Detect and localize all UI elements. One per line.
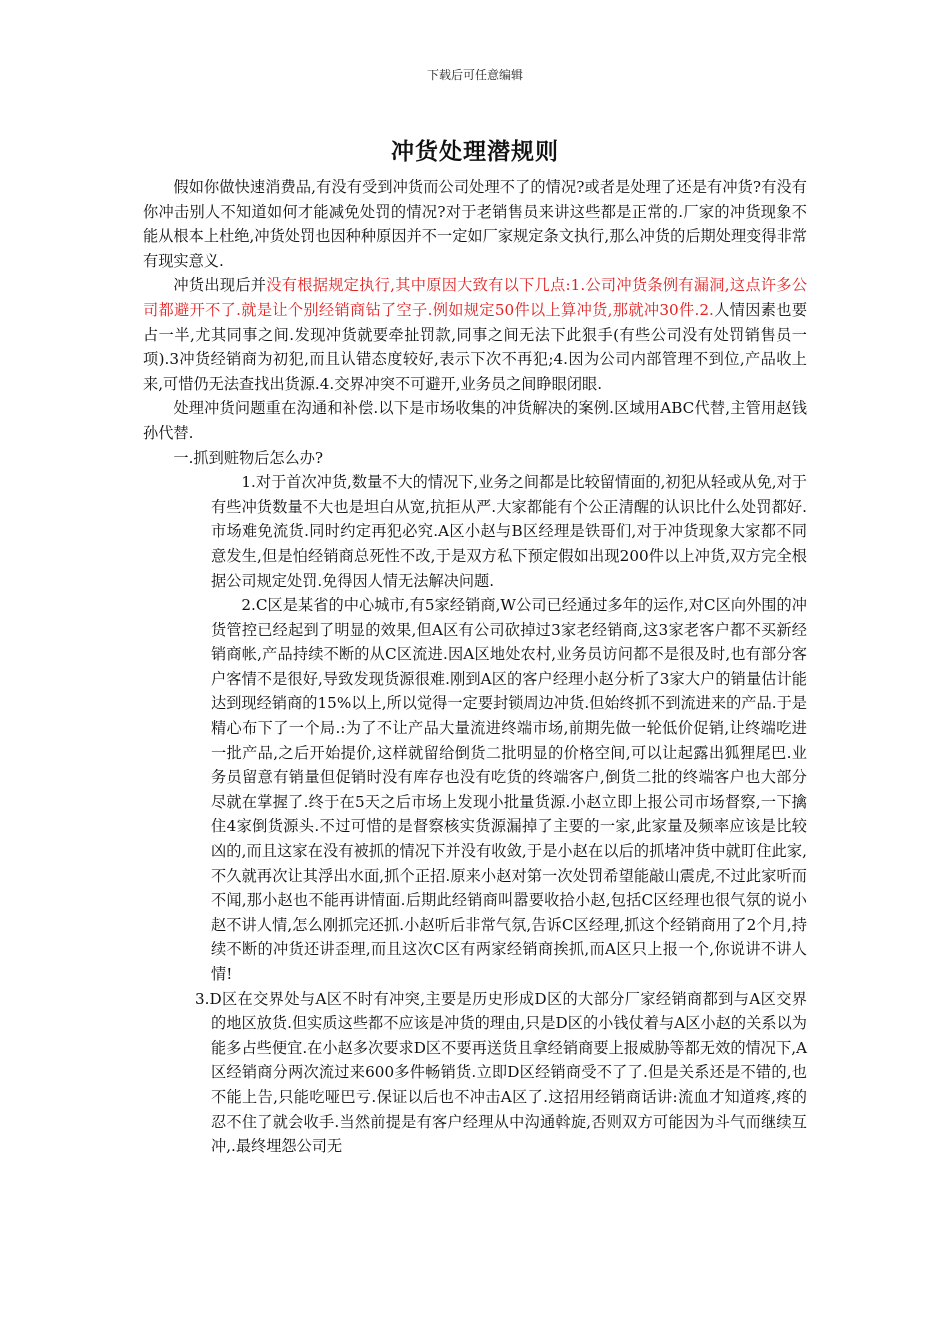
reasons-rest: 人情因素也要占一半,尤其同事之间.发现冲货就要牵扯罚款,同事之间无法下此狠手(有些公司没有处罚销售员一项).3冲货经销商为初犯,而且认错态度较好,表示下次不再犯;4.因为公司内部管理不到位,产品收上来,可惜仍无法查找出货源.4.交界冲突不可避开,业务员之间睁眼闭眼.: [143, 300, 808, 393]
section-heading-1: 一.抓到赃物后怎么办?: [173, 448, 324, 467]
paragraph-reasons: [143, 273, 807, 396]
reasons-highlight: 没有根据规定执行,其中原因大致有以下几点:1.公司冲货条例有漏洞,这点许多公司都避开不了.就是让个别经销商钻了空子.例如规定50件以上算冲货,那就冲30件.2.: [143, 276, 808, 319]
page-header: 下载后可任意编辑: [426, 68, 523, 82]
document-body: [143, 175, 807, 1159]
case-1: 1.对于首次冲货,数量不大的情况下,业务之间都是比较留情面的,初犯从轻或从免,对于有些冲货数量不大也是坦白从宽,抗拒从严.大家都能有个公正清醒的认识比什么处罚都好.市场难免流货.同时约定再犯必究.A区小赵与B区经理是铁哥们,对于冲货现象大家都不同意发生,但是怕经销商总死性不改,于是双方私下预定假如出现200件以上冲货,双方完全根据公司规定处罚.免得因人情无法解决问题.: [211, 473, 807, 590]
case-2: 2.C区是某省的中心城市,有5家经销商,W公司已经通过多年的运作,对C区向外围的冲货管控已经起到了明显的效果,但A区有公司砍掉过3家老经销商,这3家老客户都不买新经销商帐,产品持续不断的从C区流进.因A区地处农村,业务员访问都不是很及时,也有部分客户客情不是很好,导致发现货源很难.刚到A区的客户经理小赵分析了3家大户的销量估计能达到现经销商的15%以上,所以觉得一定要封锁周边冲货.但始终抓不到流进来的产品.于是精心布下了一个局.:为了不让产品大量流进终端市场,前期先做一轮低价促销,让终端吃进一批产品,之后开始提价,这样就留给倒货二批明显的价格空间,可以让起露出狐狸尾巴.业务员留意有销量但促销时没有库存也没有吃货的终端客户,倒货二批的终端客户也大部分尽就在掌握了.终于在5天之后市场上发现小批量货源.小赵立即上报公司市场督察,一下擒住4家倒货源头.不过可惜的是督察核实货源漏掉了主要的一家,此家量及频率应该是比较凶的,而且这家在没有被抓的情况下并没有收敛,于是小赵在以后的抓堵冲货中就盯住此家,不久就再次让其浮出水面,抓个正招.原来小赵对第一次处罚希望能敲山震虎,不过此家听而不闻,那小赵也不能再讲情面.后期此经销商叫嚣要收拾小赵,包括C区经理也很气氛的说小赵不讲人情,怎么刚抓完还抓.小赵听后非常气氛,告诉C区经理,抓这个经销商用了2个月,持续不断的冲货还讲歪理,而且这次C区有两家经销商挨抓,而A区只上报一个,你说讲不讲人情!: [211, 596, 807, 983]
paragraph-intro: 假如你做快速消费品,有没有受到冲货而公司处理不了的情况?或者是处理了还是有冲货?有没有你冲击别人不知道如何才能减免处罚的情况?对于老销售员来讲这些都是正常的.厂家的冲货现象不能从根本上杜绝,冲货处罚也因种种原因并不一定如厂家规定条文执行,那么冲货的后期处理变得非常有现实意义.: [143, 178, 807, 270]
paragraph-solution: 处理冲货问题重在沟通和补偿.以下是市场收集的冲货解决的案例.区域用ABC代替,主管用赵钱孙代替.: [143, 399, 807, 442]
case-3: 3.D区在交界处与A区不时有冲突,主要是历史形成D区的大部分厂家经销商都到与A区交界的地区放货.但实质这些都不应该是冲货的理由,只是D区的小钱仗着与A区小赵的关系以为能多占些便宜.在小赵多次要求D区不要再送货且拿经销商要上报威胁等都无效的情况下,A区经销商分两次流过来600多件畅销货.立即D区经销商受不了了.但是关系还是不错的,也不能上告,只能吃哑巴亏.保证以后也不冲击A区了.这招用经销商话讲:流血才知道疼,疼的忍不住了就会收手.当然前提是有客户经理从中沟通斡旋,否则双方可能因为斗气而继续互冲,.最终埋怨公司无: [195, 989, 807, 1156]
document-title: 冲货处理潜规则: [391, 138, 559, 165]
reasons-lead: 冲货出现后并: [173, 276, 267, 295]
